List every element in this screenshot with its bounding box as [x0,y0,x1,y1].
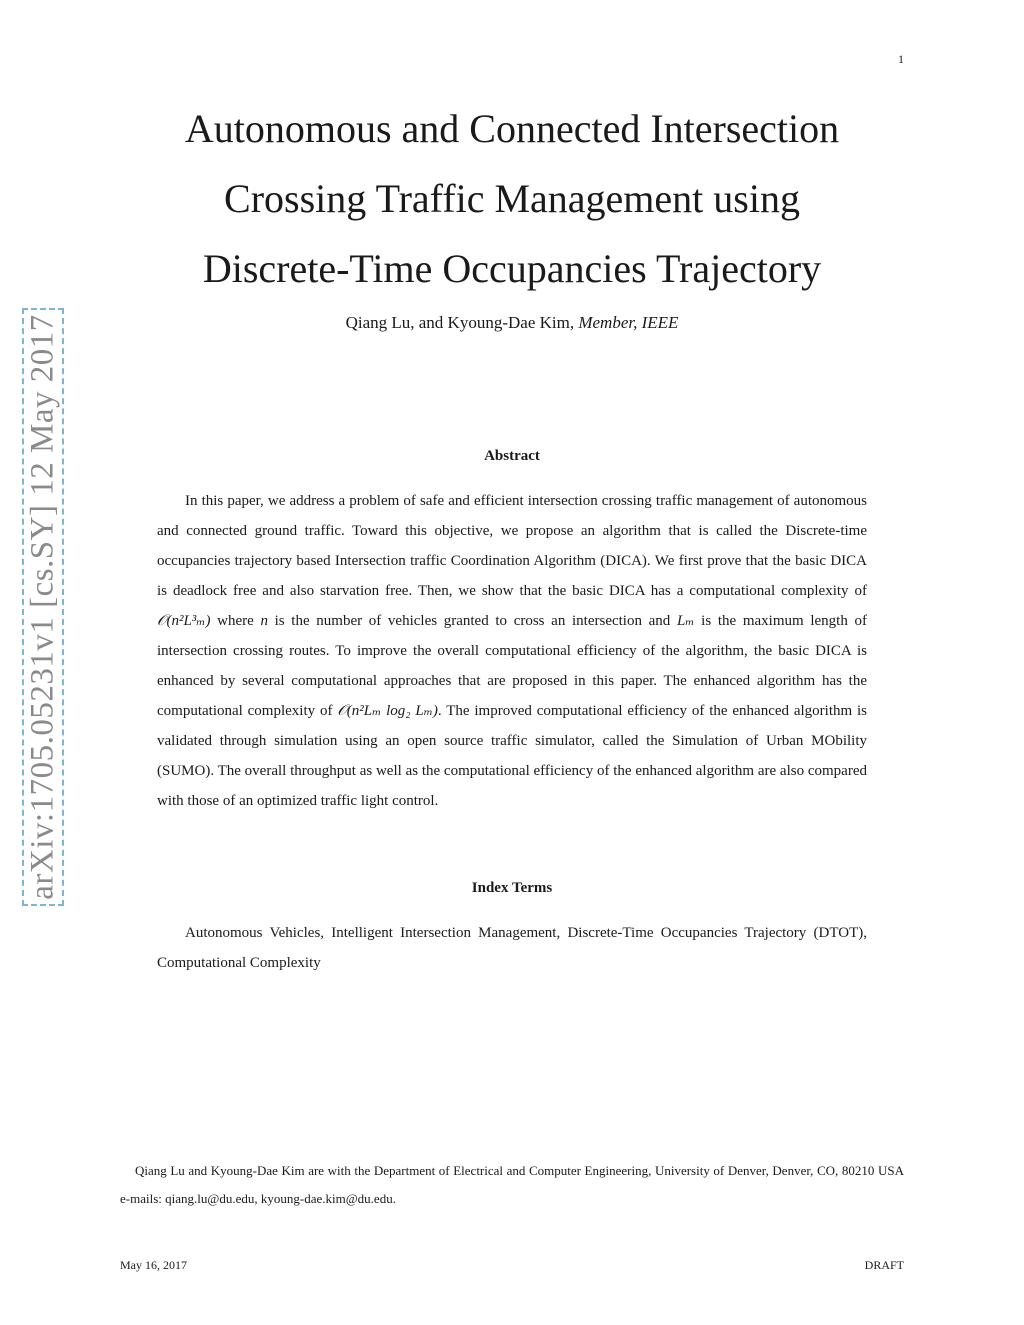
author-names: Qiang Lu, and Kyoung-Dae Kim, [345,313,579,332]
abstract-text [157,486,867,816]
abstract-part-4: is the maximum length of intersection crossing routes. To improve the overall computational efficiency of the algorithm, the basic DICA is enhanced by several computational approaches that are proposed in this paper. The enhanced algorithm has the computational complexity of [157,613,867,719]
abstract-heading: Abstract [484,448,540,464]
title-line-1: Autonomous and Connected Intersection [184,106,840,151]
abstract-part-5: . The improved computational efficiency of the enhanced algorithm is validated through simulation using an open source traffic simulator, called the Simulation of Urban MObility (SUMO). The overall throughput as well as the computational efficiency of the enhanced algorithm are also compared with those of an optimized traffic light control. [157,703,868,809]
author-footnote: Qiang Lu and Kyoung-Dae Kim are with the Department of Electrical and Computer Engineering, University of Denver, Denver, CO, 80210 USA e-mails: qiang.lu@du.edu, kyoung-dae.kim@du.edu. [120,1163,904,1206]
footer-date: May 16, 2017 [120,1258,187,1272]
title-line-3: Discrete-Time Occupancies Trajectory [202,246,822,291]
variable-n: n [260,613,268,629]
title-line-2: Crossing Traffic Management using [224,176,800,221]
variable-lm: Lₘ [676,613,695,629]
abstract-part-2: where [210,613,261,629]
index-terms-heading: Index Terms [471,880,553,896]
arxiv-identifier: arXiv:1705.05231v1 [cs.SY] 12 May 2017 [24,314,61,900]
author-line [0,313,1024,333]
paper-title [0,94,1024,304]
author-affiliation: Member, IEEE [578,313,679,332]
index-terms-text: Autonomous Vehicles, Intelligent Intersection Management, Discrete-Time Occupancies Trajectory (DTOT), Computational Complexity [157,925,867,971]
abstract-part-3: is the number of vehicles granted to cross an intersection and [267,613,677,629]
complexity-enhanced-formula: 𝒪(n²Lₘ log₂ Lₘ) [337,703,438,719]
footer-draft-label: DRAFT [864,1258,904,1272]
abstract-part-1: In this paper, we address a problem of safe and efficient intersection crossing traffic management of autonomous and connected ground traffic. Toward this objective, we propose an algorithm that is called the Discrete-time occupancies trajectory based Intersection traffic Coordination Algorithm (DICA). We first prove that the basic DICA is deadlock free and also starvation free. Then, we show that the basic DICA has a computational complexity of [157,493,867,599]
complexity-basic-formula: 𝒪(n²L³ₘ) [157,613,211,629]
page-number: 1 [898,52,904,66]
